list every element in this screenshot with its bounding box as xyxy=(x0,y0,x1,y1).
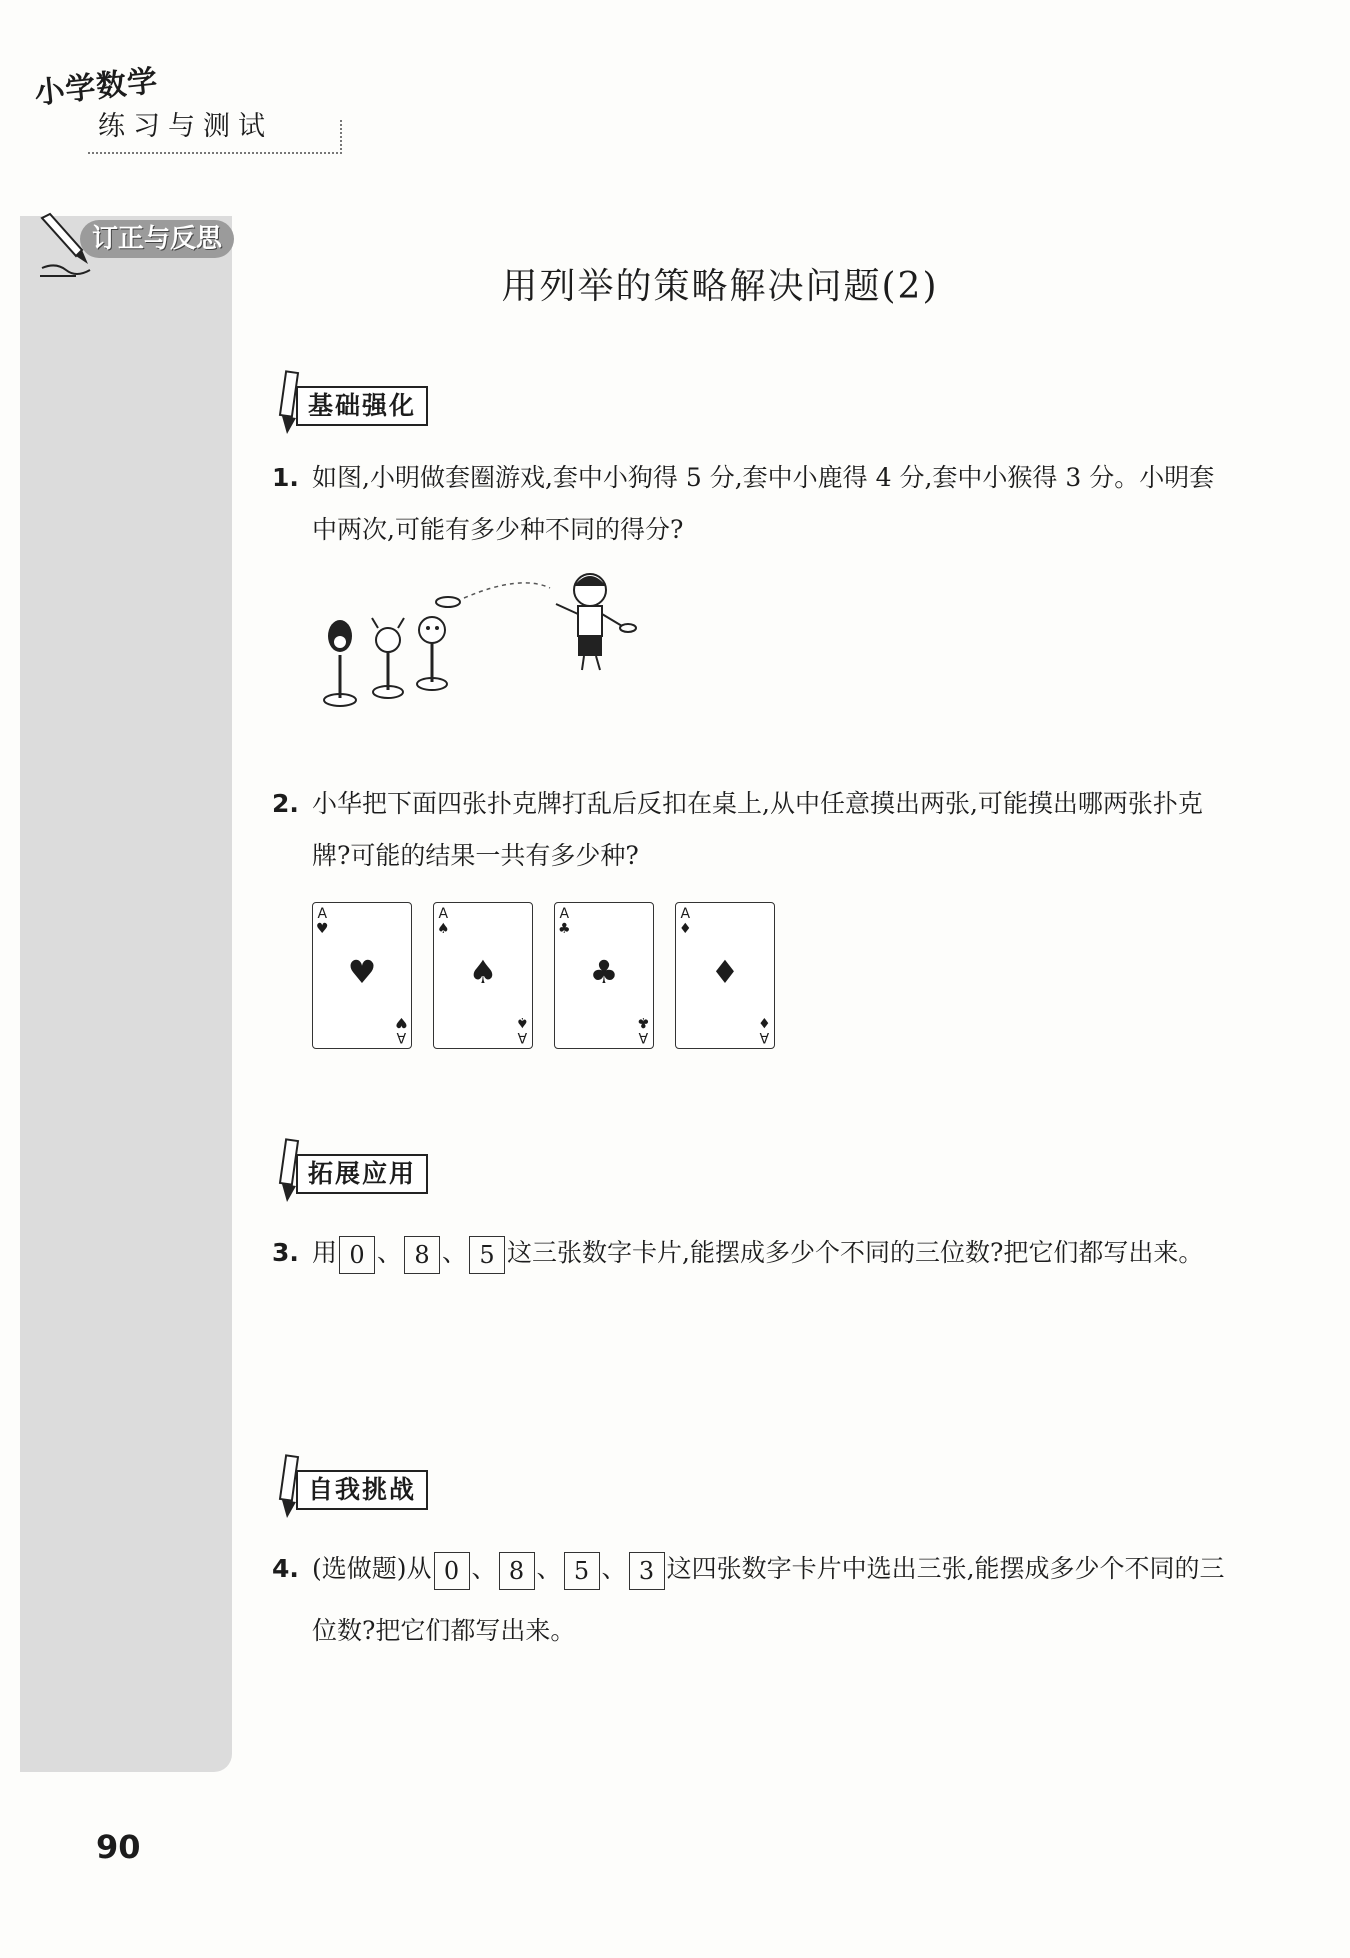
ring-toss-illustration xyxy=(310,560,640,720)
card-rank: A xyxy=(396,1029,407,1045)
card-suit: ♥ xyxy=(316,921,329,937)
card-suit: ♥ xyxy=(395,1014,408,1030)
question-text: 小华把下面四张扑克牌打乱后反扣在桌上,从中任意摸出两张,可能摸出哪两张扑克牌?可能的结果一共有多少种? xyxy=(312,789,1203,870)
section-header-challenge xyxy=(276,1452,466,1522)
card-rank: A xyxy=(638,1029,649,1045)
digit-card: 0 xyxy=(339,1236,375,1274)
club-icon: ♣ xyxy=(589,953,619,991)
question-3 xyxy=(272,1222,1232,1284)
digit-card: 8 xyxy=(499,1552,535,1590)
card-suit: ♦ xyxy=(758,1014,771,1030)
poker-card-clubs xyxy=(554,902,654,1049)
card-suit: ♠ xyxy=(437,921,450,937)
question-text-post: 这四张数字卡片中选出三张,能摆成多少个不同的三位数?把它们都写出来。 xyxy=(312,1554,1225,1645)
card-rank: A xyxy=(317,906,328,922)
card-suit: ♣ xyxy=(637,1014,650,1030)
card-suit: ♦ xyxy=(679,921,692,937)
subtitle-frame xyxy=(88,120,342,154)
card-rank: A xyxy=(438,906,449,922)
spade-icon: ♠ xyxy=(468,953,498,991)
monkey-target-icon xyxy=(417,617,447,690)
card-rank: A xyxy=(559,906,570,922)
dog-target-icon xyxy=(324,620,356,706)
section-label: 拓展应用 xyxy=(296,1154,428,1194)
ring-icon xyxy=(436,597,460,607)
section-header-extend xyxy=(276,1136,466,1206)
digit-card: 3 xyxy=(629,1552,665,1590)
heart-icon: ♥ xyxy=(347,953,377,991)
question-number: 1. xyxy=(272,463,299,492)
question-text-pre: 用 xyxy=(312,1238,338,1267)
diamond-icon: ♦ xyxy=(710,953,740,991)
card-rank: A xyxy=(680,906,691,922)
poker-card-diamonds xyxy=(675,902,775,1049)
deer-target-icon xyxy=(372,618,404,698)
question-number: 3. xyxy=(272,1238,299,1267)
card-suit: ♠ xyxy=(516,1014,529,1030)
digit-card: 0 xyxy=(434,1552,470,1590)
separator: 、 xyxy=(442,1238,468,1267)
book-subtitle: 练习与测试 xyxy=(98,111,273,142)
page-number: 90 xyxy=(96,1828,141,1866)
question-2 xyxy=(272,778,1232,882)
digit-card: 5 xyxy=(564,1552,600,1590)
section-label: 基础强化 xyxy=(296,386,428,426)
page-title: 用列举的策略解决问题(2) xyxy=(501,266,939,307)
separator: 、 xyxy=(377,1238,403,1267)
card-rank: A xyxy=(517,1029,528,1045)
digit-card: 5 xyxy=(469,1236,505,1274)
separator: 、 xyxy=(471,1554,497,1583)
question-4 xyxy=(272,1538,1232,1662)
separator: 、 xyxy=(601,1554,627,1583)
poker-card-spades xyxy=(433,902,533,1049)
card-rank: A xyxy=(759,1029,770,1045)
section-header-basic xyxy=(276,368,466,438)
question-text-pre: (选做题)从 xyxy=(312,1554,432,1583)
book-brand: 小学数学 xyxy=(32,63,160,112)
poker-card-hearts xyxy=(312,902,412,1049)
question-1 xyxy=(272,452,1232,556)
correction-margin xyxy=(20,216,232,1772)
digit-card: 8 xyxy=(404,1236,440,1274)
question-number: 4. xyxy=(272,1554,299,1583)
question-number: 2. xyxy=(272,789,299,818)
sidebar-title: 订正与反思 xyxy=(80,220,234,258)
question-text: 如图,小明做套圈游戏,套中小狗得 5 分,套中小鹿得 4 分,套中小猴得 3 分。小明套中两次,可能有多少种不同的得分? xyxy=(312,463,1215,544)
card-suit: ♣ xyxy=(558,921,571,937)
section-label: 自我挑战 xyxy=(296,1470,428,1510)
question-text-post: 这三张数字卡片,能摆成多少个不同的三位数?把它们都写出来。 xyxy=(507,1238,1204,1267)
boy-icon xyxy=(556,574,636,670)
separator: 、 xyxy=(536,1554,562,1583)
